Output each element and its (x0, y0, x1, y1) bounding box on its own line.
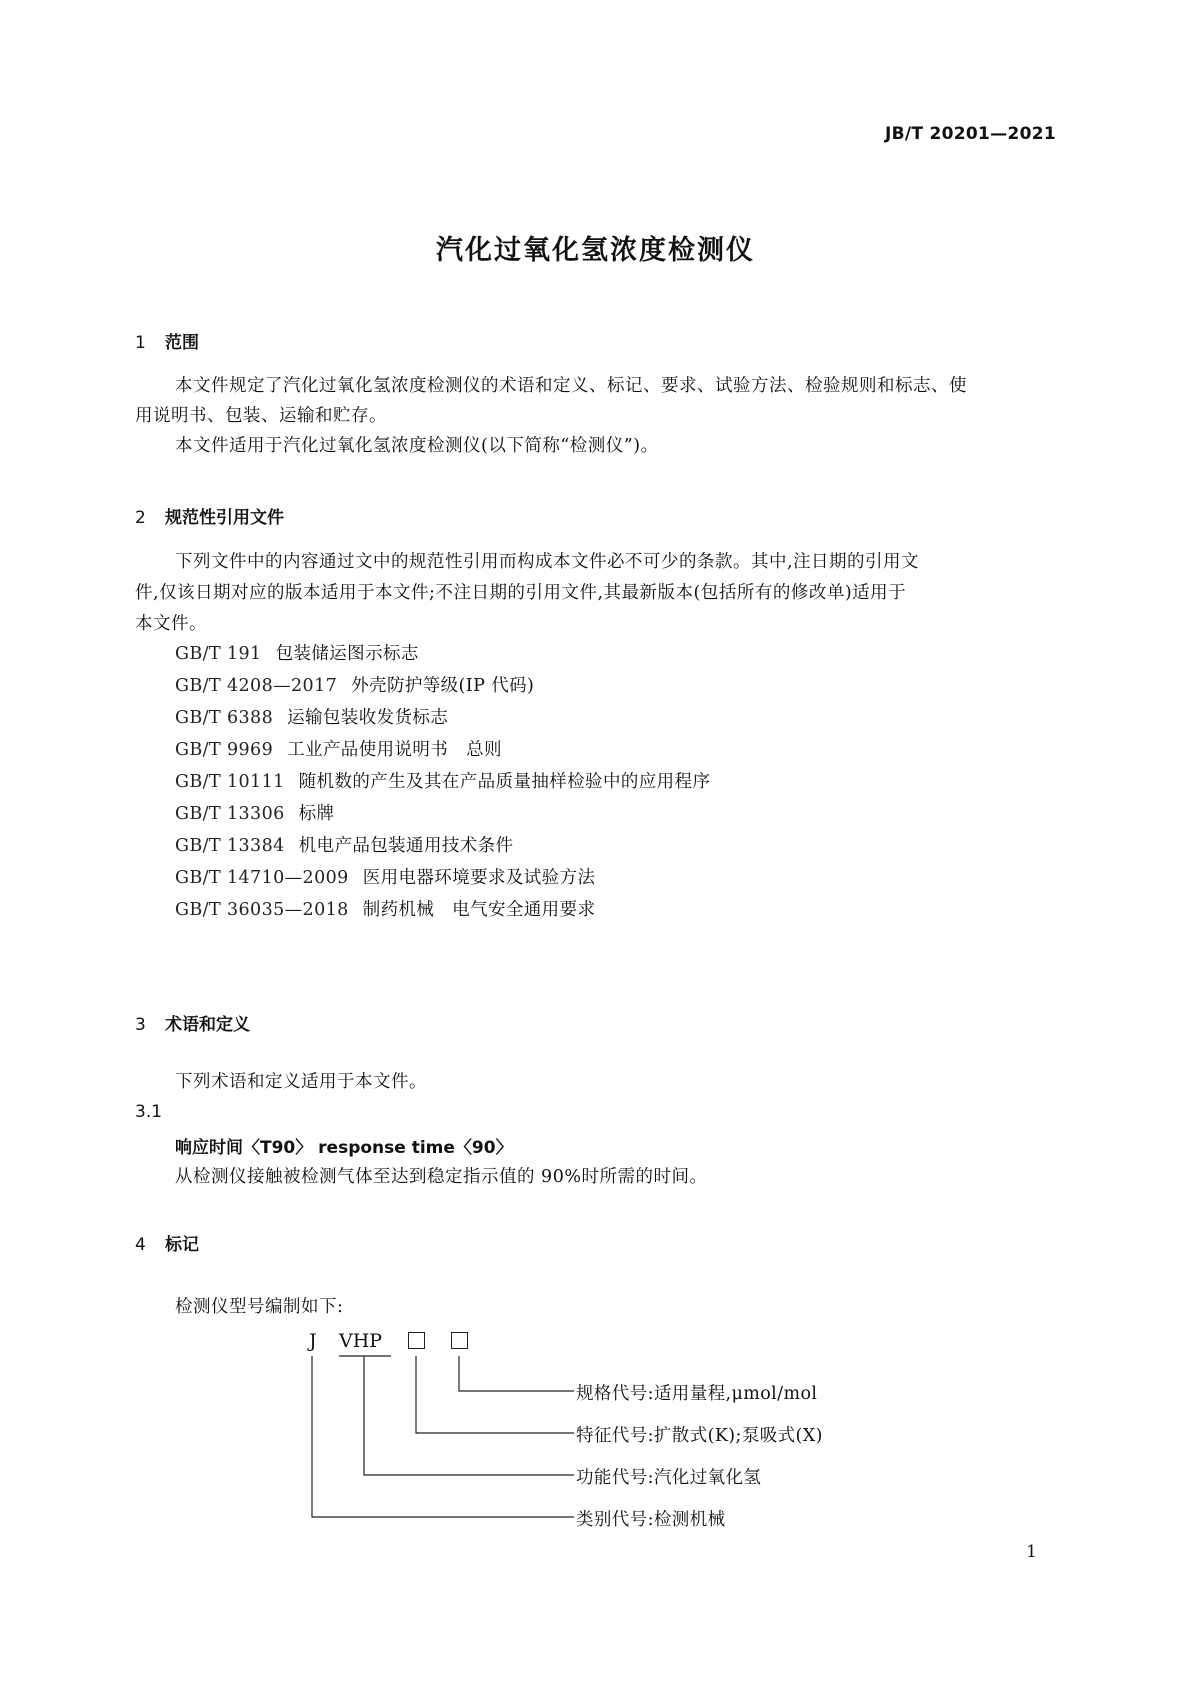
standard-code: JB/T 20201—2021 (885, 124, 1056, 144)
model-segment-j: J (309, 1330, 317, 1352)
section-number: 1 (135, 333, 146, 353)
s3-intro: 下列术语和定义适用于本文件。 (175, 1072, 427, 1092)
reference-title: 随机数的产生及其在产品质量抽样检验中的应用程序 (298, 772, 711, 792)
model-segment-vhp: VHP (339, 1330, 383, 1352)
connector-category (312, 1356, 574, 1517)
reference-title: 运输包装收发货标志 (287, 708, 449, 728)
s2-intro-line1: 下列文件中的内容通过文中的规范性引用而构成本文件必不可少的条款。其中,注日期的引用文 (175, 552, 920, 572)
section-title: 术语和定义 (165, 1015, 250, 1035)
connector-function (364, 1356, 574, 1475)
reference-title: 外壳防护等级(IP 代码) (351, 676, 535, 696)
clause-number: 3.1 (135, 1102, 163, 1122)
s4-intro: 检测仪型号编制如下: (175, 1297, 344, 1317)
reference-code: GB/T 9969 (175, 740, 274, 760)
s1-para2: 本文件适用于汽化过氧化氢浓度检测仪(以下简称“检测仪”)。 (175, 436, 659, 456)
model-label-spec: 规格代号:适用量程,μmol/mol (576, 1384, 818, 1404)
reference-title: 标牌 (298, 804, 335, 824)
section-number: 4 (135, 1235, 146, 1255)
model-label-function: 功能代号:汽化过氧化氢 (576, 1468, 762, 1488)
model-label-category: 类别代号:检测机械 (576, 1510, 726, 1530)
reference-title: 工业产品使用说明书 总则 (287, 740, 502, 760)
reference-title: 机电产品包装通用技术条件 (298, 836, 514, 856)
model-label-feature: 特征代号:扩散式(K);泵吸式(X) (576, 1426, 823, 1446)
term-definition: 从检测仪接触被检测气体至达到稳定指示值的 90%时所需的时间。 (175, 1167, 708, 1187)
s2-intro-line2: 件,仅该日期对应的版本适用于本文件;不注日期的引用文件,其最新版本(包括所有的修改单)适用于 (135, 583, 907, 603)
document-title: 汽化过氧化氢浓度检测仪 (436, 235, 755, 266)
reference-code: GB/T 14710—2009 (175, 868, 349, 888)
page-number: 1 (1026, 1542, 1037, 1562)
connector-spec (459, 1356, 574, 1391)
section-number: 3 (135, 1015, 146, 1035)
reference-code: GB/T 191 (175, 644, 262, 664)
section-title: 规范性引用文件 (165, 508, 284, 528)
s1-para1-line2: 用说明书、包装、运输和贮存。 (135, 406, 387, 426)
reference-title: 包装储运图示标志 (275, 644, 419, 664)
reference-code: GB/T 4208—2017 (175, 676, 338, 696)
section-title: 标记 (165, 1235, 199, 1255)
reference-code: GB/T 13306 (175, 804, 285, 824)
reference-code: GB/T 10111 (175, 772, 285, 792)
term-name: 响应时间〈T90〉 response time〈90〉 (175, 1138, 513, 1158)
reference-title: 制药机械 电气安全通用要求 (362, 900, 596, 920)
s2-intro-line3: 本文件。 (135, 614, 207, 634)
section-title: 范围 (165, 333, 199, 353)
reference-code: GB/T 6388 (175, 708, 274, 728)
connector-feature (416, 1356, 574, 1433)
reference-title: 医用电器环境要求及试验方法 (362, 868, 596, 888)
reference-code: GB/T 13384 (175, 836, 285, 856)
reference-code: GB/T 36035—2018 (175, 900, 349, 920)
section-number: 2 (135, 508, 146, 528)
s1-para1-line1: 本文件规定了汽化过氧化氢浓度检测仪的术语和定义、标记、要求、试验方法、检验规则和标志、使 (175, 376, 967, 396)
